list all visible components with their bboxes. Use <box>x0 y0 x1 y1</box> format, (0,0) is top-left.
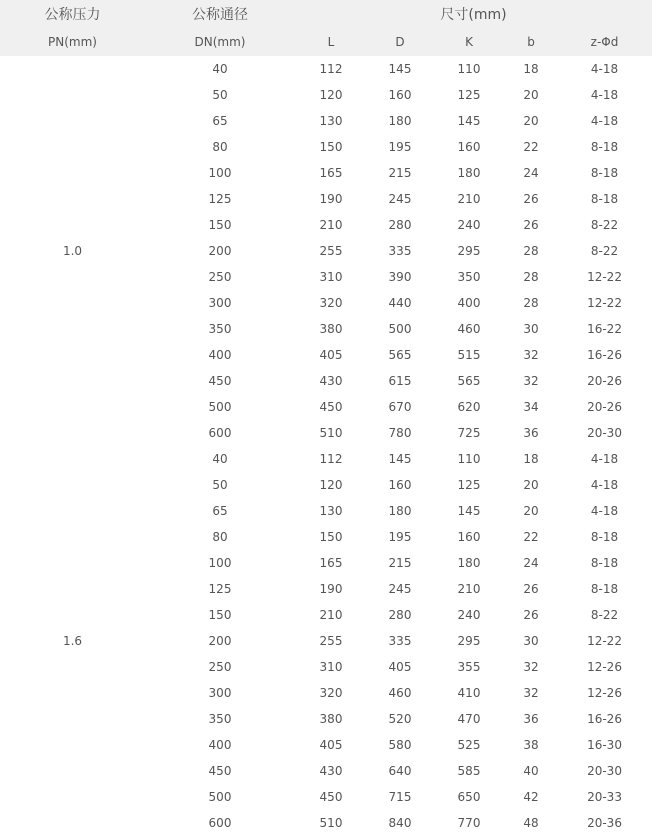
pn-cell: 1.0 <box>62 244 83 258</box>
z-phi-d-cell: 8-22 <box>590 244 619 258</box>
l-cell: 112 <box>319 62 343 76</box>
d-cell: 245 <box>388 192 412 206</box>
z-phi-d-cell: 8-22 <box>590 608 619 622</box>
d-cell: 670 <box>388 400 412 414</box>
d-cell: 215 <box>388 166 412 180</box>
z-phi-d-cell: 4-18 <box>590 478 619 492</box>
z-phi-d-cell: 12-26 <box>587 660 622 674</box>
z-phi-d-cell: 8-18 <box>590 166 619 180</box>
d-cell: 335 <box>388 244 412 258</box>
k-cell: 125 <box>457 478 481 492</box>
z-phi-d-cell: 12-22 <box>587 296 622 310</box>
b-cell: 20 <box>523 114 539 128</box>
l-cell: 405 <box>319 738 343 752</box>
l-cell: 510 <box>319 816 343 830</box>
dn-cell: 100 <box>208 556 232 570</box>
k-cell: 240 <box>457 218 481 232</box>
z-phi-d-cell: 4-18 <box>590 452 619 466</box>
b-cell: 20 <box>523 504 539 518</box>
dn-cell: 300 <box>208 686 232 700</box>
l-cell: 150 <box>319 530 343 544</box>
z-phi-d-cell: 16-26 <box>587 348 622 362</box>
d-cell: 160 <box>388 88 412 102</box>
d-cell: 615 <box>388 374 412 388</box>
l-cell: 405 <box>319 348 343 362</box>
dn-cell: 600 <box>208 426 232 440</box>
z-phi-d-cell: 20-36 <box>587 816 622 830</box>
b-cell: 36 <box>523 712 539 726</box>
d-cell: 840 <box>388 816 412 830</box>
b-cell: 30 <box>523 634 539 648</box>
b-cell: 32 <box>523 348 539 362</box>
dn-cell: 250 <box>208 270 232 284</box>
k-cell: 240 <box>457 608 481 622</box>
d-cell: 145 <box>388 452 412 466</box>
l-cell: 430 <box>319 374 343 388</box>
d-cell: 280 <box>388 218 412 232</box>
l-cell: 120 <box>319 88 343 102</box>
dn-cell: 40 <box>212 452 228 466</box>
b-cell: 20 <box>523 478 539 492</box>
z-phi-d-cell: 20-26 <box>587 374 622 388</box>
z-phi-d-cell: 4-18 <box>590 62 619 76</box>
k-cell: 770 <box>457 816 481 830</box>
k-cell: 180 <box>457 166 481 180</box>
b-cell: 28 <box>523 244 539 258</box>
l-cell: 310 <box>319 660 343 674</box>
b-cell: 18 <box>523 62 539 76</box>
d-cell: 180 <box>388 504 412 518</box>
l-cell: 510 <box>319 426 343 440</box>
b-cell: 24 <box>523 556 539 570</box>
header-col-k: K <box>433 28 505 56</box>
z-phi-d-cell: 20-26 <box>587 400 622 414</box>
dn-cell: 50 <box>212 478 228 492</box>
b-cell: 40 <box>523 764 539 778</box>
b-cell: 26 <box>523 608 539 622</box>
dn-cell: 150 <box>208 218 232 232</box>
b-cell: 42 <box>523 790 539 804</box>
dn-cell: 600 <box>208 816 232 830</box>
d-cell: 565 <box>388 348 412 362</box>
dn-cell: 65 <box>212 114 228 128</box>
dn-cell: 350 <box>208 322 232 336</box>
d-cell: 640 <box>388 764 412 778</box>
b-cell: 26 <box>523 192 539 206</box>
b-cell: 32 <box>523 686 539 700</box>
k-cell: 355 <box>457 660 481 674</box>
dn-cell: 400 <box>208 348 232 362</box>
dn-cell: 250 <box>208 660 232 674</box>
k-cell: 160 <box>457 140 481 154</box>
k-cell: 145 <box>457 504 481 518</box>
b-cell: 28 <box>523 270 539 284</box>
dn-cell: 450 <box>208 374 232 388</box>
k-cell: 410 <box>457 686 481 700</box>
header-col-l: L <box>295 28 367 56</box>
z-phi-d-cell: 12-26 <box>587 686 622 700</box>
l-cell: 210 <box>319 608 343 622</box>
z-phi-d-cell: 16-26 <box>587 712 622 726</box>
k-cell: 295 <box>457 634 481 648</box>
b-cell: 32 <box>523 660 539 674</box>
d-cell: 780 <box>388 426 412 440</box>
l-cell: 165 <box>319 556 343 570</box>
l-cell: 130 <box>319 504 343 518</box>
d-cell: 145 <box>388 62 412 76</box>
dn-cell: 500 <box>208 400 232 414</box>
dn-cell: 350 <box>208 712 232 726</box>
dn-cell: 300 <box>208 296 232 310</box>
l-cell: 130 <box>319 114 343 128</box>
dn-cell: 450 <box>208 764 232 778</box>
header-dn-unit: DN(mm) <box>145 28 295 56</box>
l-cell: 210 <box>319 218 343 232</box>
z-phi-d-cell: 20-30 <box>587 764 622 778</box>
k-cell: 400 <box>457 296 481 310</box>
dn-cell: 500 <box>208 790 232 804</box>
header-dimensions: 尺寸(mm) <box>295 0 652 28</box>
l-cell: 450 <box>319 400 343 414</box>
dn-cell: 80 <box>212 140 228 154</box>
dn-cell: 200 <box>208 244 232 258</box>
b-cell: 36 <box>523 426 539 440</box>
d-cell: 390 <box>388 270 412 284</box>
k-cell: 725 <box>457 426 481 440</box>
l-cell: 255 <box>319 244 343 258</box>
b-cell: 20 <box>523 88 539 102</box>
l-cell: 320 <box>319 686 343 700</box>
pn-cell: 1.6 <box>62 634 83 648</box>
dn-cell: 125 <box>208 192 232 206</box>
d-cell: 280 <box>388 608 412 622</box>
table-header <box>0 0 652 56</box>
header-col-b: b <box>505 28 557 56</box>
b-cell: 48 <box>523 816 539 830</box>
dn-cell: 50 <box>212 88 228 102</box>
k-cell: 180 <box>457 556 481 570</box>
l-cell: 320 <box>319 296 343 310</box>
k-cell: 125 <box>457 88 481 102</box>
k-cell: 650 <box>457 790 481 804</box>
header-col-z-phi-d: z-Φd <box>557 28 652 56</box>
table-row <box>0 446 652 472</box>
d-cell: 195 <box>388 140 412 154</box>
d-cell: 460 <box>388 686 412 700</box>
dn-cell: 65 <box>212 504 228 518</box>
l-cell: 190 <box>319 192 343 206</box>
l-cell: 310 <box>319 270 343 284</box>
k-cell: 515 <box>457 348 481 362</box>
z-phi-d-cell: 8-18 <box>590 140 619 154</box>
dn-cell: 40 <box>212 62 228 76</box>
header-nominal-pressure: 公称压力 <box>0 0 145 28</box>
z-phi-d-cell: 8-18 <box>590 582 619 596</box>
k-cell: 460 <box>457 322 481 336</box>
k-cell: 620 <box>457 400 481 414</box>
d-cell: 440 <box>388 296 412 310</box>
dn-cell: 80 <box>212 530 228 544</box>
dn-cell: 150 <box>208 608 232 622</box>
z-phi-d-cell: 8-18 <box>590 192 619 206</box>
l-cell: 380 <box>319 322 343 336</box>
l-cell: 112 <box>319 452 343 466</box>
k-cell: 160 <box>457 530 481 544</box>
l-cell: 190 <box>319 582 343 596</box>
d-cell: 520 <box>388 712 412 726</box>
k-cell: 295 <box>457 244 481 258</box>
d-cell: 195 <box>388 530 412 544</box>
k-cell: 350 <box>457 270 481 284</box>
d-cell: 245 <box>388 582 412 596</box>
l-cell: 120 <box>319 478 343 492</box>
z-phi-d-cell: 16-30 <box>587 738 622 752</box>
z-phi-d-cell: 20-30 <box>587 426 622 440</box>
table-body <box>0 56 652 836</box>
k-cell: 470 <box>457 712 481 726</box>
z-phi-d-cell: 8-18 <box>590 556 619 570</box>
b-cell: 18 <box>523 452 539 466</box>
l-cell: 255 <box>319 634 343 648</box>
b-cell: 38 <box>523 738 539 752</box>
l-cell: 380 <box>319 712 343 726</box>
b-cell: 26 <box>523 218 539 232</box>
z-phi-d-cell: 4-18 <box>590 504 619 518</box>
b-cell: 28 <box>523 296 539 310</box>
d-cell: 215 <box>388 556 412 570</box>
dn-cell: 400 <box>208 738 232 752</box>
d-cell: 160 <box>388 478 412 492</box>
d-cell: 405 <box>388 660 412 674</box>
header-col-d: D <box>367 28 433 56</box>
k-cell: 585 <box>457 764 481 778</box>
z-phi-d-cell: 8-22 <box>590 218 619 232</box>
z-phi-d-cell: 4-18 <box>590 88 619 102</box>
z-phi-d-cell: 4-18 <box>590 114 619 128</box>
dn-cell: 100 <box>208 166 232 180</box>
b-cell: 24 <box>523 166 539 180</box>
k-cell: 210 <box>457 192 481 206</box>
d-cell: 500 <box>388 322 412 336</box>
dn-cell: 200 <box>208 634 232 648</box>
k-cell: 210 <box>457 582 481 596</box>
z-phi-d-cell: 16-22 <box>587 322 622 336</box>
l-cell: 450 <box>319 790 343 804</box>
dn-cell: 125 <box>208 582 232 596</box>
b-cell: 30 <box>523 322 539 336</box>
d-cell: 335 <box>388 634 412 648</box>
d-cell: 715 <box>388 790 412 804</box>
d-cell: 180 <box>388 114 412 128</box>
b-cell: 22 <box>523 530 539 544</box>
b-cell: 26 <box>523 582 539 596</box>
d-cell: 580 <box>388 738 412 752</box>
z-phi-d-cell: 8-18 <box>590 530 619 544</box>
k-cell: 145 <box>457 114 481 128</box>
l-cell: 430 <box>319 764 343 778</box>
l-cell: 165 <box>319 166 343 180</box>
b-cell: 32 <box>523 374 539 388</box>
l-cell: 150 <box>319 140 343 154</box>
b-cell: 34 <box>523 400 539 414</box>
b-cell: 22 <box>523 140 539 154</box>
k-cell: 525 <box>457 738 481 752</box>
z-phi-d-cell: 12-22 <box>587 634 622 648</box>
header-nominal-diameter: 公称通径 <box>145 0 295 28</box>
z-phi-d-cell: 20-33 <box>587 790 622 804</box>
table-row <box>0 56 652 82</box>
k-cell: 110 <box>457 62 481 76</box>
k-cell: 110 <box>457 452 481 466</box>
header-pn-unit: PN(mm) <box>0 28 145 56</box>
z-phi-d-cell: 12-22 <box>587 270 622 284</box>
k-cell: 565 <box>457 374 481 388</box>
